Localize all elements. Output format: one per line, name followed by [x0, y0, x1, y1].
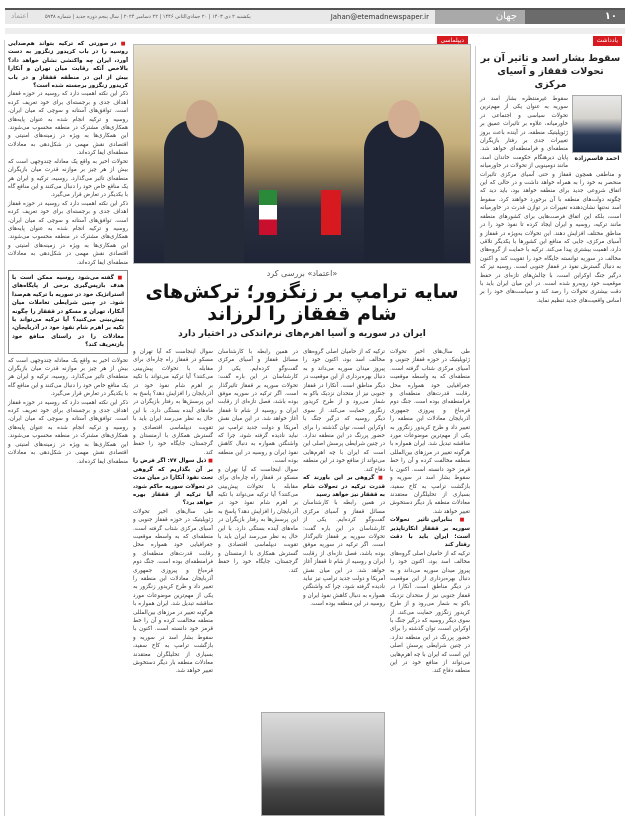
pull-quote: ■ بنابراین تاثیر تحولات سوریه بر قفقاز انکارناپذیر است؛ ایران باید با دقت رفتار کند — [390, 516, 470, 550]
page-header — [5, 8, 625, 24]
turkey-flag — [321, 190, 341, 235]
article-column-3 — [218, 348, 298, 706]
sidebar-column — [475, 46, 625, 816]
author-name: احمد قاسم‌زاده — [574, 155, 620, 162]
sidebar-title: سقوط بشار اسد و تاثیر آن بر تحولات قفقاز و آسیای مرکزی — [480, 53, 621, 90]
pull-quote: ■ گروهی بر این باورند که قدرت ترکیه در تحولات شام به قفقاز نیز خواهد رسید — [303, 474, 385, 499]
author-box — [572, 95, 622, 162]
column-text: سوال اینجاست که آیا تهران و مسکو در قفقاز راه چاره‌ای برای مقابله با تحولات پیش‌بینی می‌کنند؟ آیا ترکیه می‌تواند با تکیه بر اهرم شام نفوذ خود در آذربایجان را افزایش دهد؟ پاسخ به این پرسش‌ها به رفتار بازیگران در ماه‌های آینده بستگی دارد. با این حال به نظر می‌رسد ایران باید با تقویت دیپلماسی اقتصادی و گسترش همکاری با ارمنستان و گرجستان، جایگاه خود را حفظ کند. — [133, 349, 213, 456]
column-text: سوال اینجاست که آیا تهران و مسکو در قفقاز راه چاره‌ای برای مقابله با تحولات پیش‌بینی می‌کنند؟ آیا ترکیه می‌تواند با تکیه بر اهرم شام نفوذ خود در آذربایجان را افزایش دهد؟ پاسخ به این پرسش‌ها به رفتار بازیگران در ماه‌های آینده بستگی دارد. با این حال به نظر می‌رسد ایران باید با تقویت دیپلماسی اقتصادی و گسترش همکاری با ارمنستان و گرجستان، جایگاه خود را حفظ کند. — [218, 466, 298, 574]
headline: سایه ترامپ بر زنگزور؛ ترکش‌های شام قفقاز را لرزاند — [145, 281, 459, 325]
note-tag: یادداشت — [593, 36, 622, 46]
subtitle: ایران در سوریه و آسیا اهرم‌های نرم‌اندکی در اختیار دارد — [178, 329, 426, 339]
interview-question: ■ در صورتی که ترکیه بتواند هم‌صدایی روسیه را در باب کریدور زنگزور به دست آورد، ایران چه واکنشی نشان خواهد داد؟ بالاخص آنکه رقابت میان تهران و آنکارا بیش از این در منطقه قفقاز و در باب کریدور زنگزور برجسته شده است؟ — [8, 40, 128, 90]
iran-flag — [259, 190, 277, 235]
page-number: ۱۰ — [525, 10, 625, 24]
pull-quote: ■ ذیل سوال ۷۷: اگر فرض را بر آن بگذاریم که گروهی تحت نفوذ آنکارا در میان مدت در تحولات سوریه حاکم شود، آیا ترکیه از قفقاز بهره خواهد برد؟ — [133, 457, 213, 507]
sidebar-body: سقوط غیرمنتظره بشار اسد در سوریه به عنوان یکی از مهم‌ترین تحولات سیاسی و اجتماعی در خاورمیانه، علاوه بر تاثیرات عمیق بر ژئوپلیتیک منطقه، در آینده باعث بروز تغییرات جدی بر رفتار بازیگران منطقه‌ای و فرامنطقه‌ای خواهد شد. پایان دیرهنگام حکومت خاندان اسد، مانند دومینویی از تحولات در خاورمیانه و مناطقی همچون قفقاز و حتی آسیای مرکزی تاثیرات منحصر به خود را به همراه خواهد داشت و در حالی که این اتفاق شروعی جدید برای منطقه خواهد بود، باید دید که چگونه دولت‌های منطقه با آن برخورد خواهند کرد. سقوط اسد نه‌تنها نشان‌دهنده تغییرات در توازن قدرت در خاورمیانه است، بلکه این اتفاق فرصت‌هایی برای کشورهای منطقه مانند ترکیه، روسیه و ایران ایجاد کرده تا نفوذ خود را در مناطق مختلف افزایش دهند. این تحولات به‌ویژه در قفقاز و آسیای مرکزی، جایی که منافع این کشورها با یکدیگر تلاقی دارد، اهمیت بیشتری پیدا می‌کند. ترکیه با حمایت از گروه‌های مخالف در سوریه توانسته جایگاه خود را تقویت کند و اکنون به دنبال گسترش نفوذ در قفقاز جنوبی است. روسیه نیز که درگیر جنگ اوکراین است، با چالش‌های تازه‌ای در حفظ موقعیت خود روبه‌رو شده است. در این میان ایران باید با دقت بیشتری تحولات را رصد کند و سیاست‌های خود را بر اساس واقعیت‌های جدید تنظیم نماید. — [480, 96, 621, 304]
interview-column — [4, 40, 128, 816]
diplomacy-tag: دیپلماسی — [437, 36, 468, 46]
person-right-head — [388, 100, 420, 138]
column-text: ترکیه که از حامیان اصلی گروه‌های مخالف اسد بود، اکنون خود را پیروز میدان سوریه می‌داند و به دنبال بهره‌برداری از این موقعیت در دیگر مناطق است. آنکارا در قفقاز جنوبی نیز از متحدان نزدیک باکو به شمار می‌رود و از طرح کریدور زنگزور حمایت می‌کند. از سوی دیگر روسیه که درگیر جنگ با اوکراین است، توان گذشته را برای حضور پررنگ در این منطقه ندارد. در چنین شرایطی پرسش اصلی این است که ایران با چه اهرم‌هایی می‌تواند از منافع خود در این منطقه دفاع کند. — [390, 550, 470, 675]
interview-answer: ذکر این نکته اهمیت دارد که روسیه در حوزه قفقاز اهداف جدی و برجسته‌ای برای خود تعریف کرده است. توافق‌های آستانه و سوچی که میان ایران، روسیه و ترکیه انجام شده به عنوان پایه‌های همکاری‌های مشترک در منطقه محسوب می‌شوند. این همکاری‌ها به ویژه در زمینه‌های امنیتی و اقتصادی نقش مهمی در شکل‌دهی به معادلات منطقه‌ای ایفا کرده‌اند. — [8, 91, 128, 157]
person-right — [364, 120, 444, 264]
column-text: طی سال‌های اخیر تحولات ژئوپلیتیک در حوزه قفقاز جنوبی و آسیای مرکزی شتاب گرفته است. منطقه‌ای که به واسطه موقعیت جغرافیایی خود همواره محل رقابت قدرت‌های منطقه‌ای و فرامنطقه‌ای بوده است. جنگ دوم قره‌باغ و پیروزی جمهوری آذربایجان معادلات این منطقه را تغییر داد و طرح کریدور زنگزور به یکی از مهم‌ترین موضوعات مورد مناقشه تبدیل شد. ایران همواره با هرگونه تغییر در مرزهای بین‌المللی منطقه مخالفت کرده و آن را خط قرمز خود دانسته است. اکنون با سقوط بشار اسد در سوریه و بازگشت ترامپ به کاخ سفید، بسیاری از تحلیلگران معتقدند معادلات منطقه بار دیگر دستخوش تغییر خواهد شد. — [133, 508, 213, 675]
person-left — [164, 120, 244, 264]
interview-question: ■ گفته می‌شود روسیه ممکن است با هدف بازپس‌گیری برخی از پایگاه‌های استراتژیک خود در سوریه با ترکیه هم‌صدا شود. در چنین شرایطی تعاملات میان آنکارا، تهران و مسکو در قفقاز را چگونه پیش‌بینی می‌کنید؟ آیا ترکیه می‌تواند با تکیه بر اهرم شام نفوذ خود در آذربایجان، معادلات را در راستای منافع خود بازتعریف کند؟ — [12, 274, 124, 350]
kicker: «اعتماد» بررسی کرد — [266, 269, 338, 278]
main-photo — [133, 44, 471, 264]
column-text: در همین رابطه با کارشناسان مسائل قفقاز و آسیای مرکزی گفت‌وگو کرده‌ایم. یکی از کارشناسان در این باره گفت: تحولات سوریه بر قفقاز تاثیرگذار است. اگر ترکیه در سوریه موفق بوده باشد، فصل تازه‌ای از رقابت ایران و روسیه از شام تا قفقاز آغاز خواهد شد. در این میان نقش آمریکا و دولت جدید ترامپ نیز نباید نادیده گرفته شود، چرا که واشنگتن همواره به دنبال کاهش نفوذ ایران و روسیه در این منطقه بوده است. — [303, 500, 385, 608]
header-divider — [5, 28, 625, 34]
section-title: جهان — [435, 10, 525, 24]
dateline: یکشنبه ۲ دی ۱۴۰۳ | ۲۰ جمادی‌الثانی ۱۴۴۶ | ۲۲ دسامبر ۲۰۲۴ | سال پنجم دوره جدید | شماره ۵۹۳۸ — [45, 14, 251, 20]
interview-answer: تحولات اخیر به واقع یک معادله چندوجهی است که بیش از هر چیز بر موازنه قدرت میان بازیگران منطقه‌ای تاثیر می‌گذارد. روسیه، ترکیه و ایران هر یک منافع خاص خود را دنبال می‌کنند و این منافع گاه با یکدیگر در تعارض قرار می‌گیرد. — [8, 158, 128, 199]
newspaper-logo: اعتماد — [11, 12, 29, 20]
interview-answer: ذکر این نکته اهمیت دارد که روسیه در حوزه قفقاز اهداف جدی و برجسته‌ای برای خود تعریف کرده است. توافق‌های آستانه و سوچی که میان ایران، روسیه و ترکیه انجام شده به عنوان پایه‌های همکاری‌های مشترک در منطقه محسوب می‌شوند. این همکاری‌ها به ویژه در زمینه‌های امنیتی و اقتصادی نقش مهمی در شکل‌دهی به معادلات منطقه‌ای ایفا کرده‌اند. — [8, 399, 128, 465]
section-email[interactable]: Jahan@etemadnewspaper.ir — [330, 13, 429, 21]
interviewee-photo — [261, 712, 385, 816]
article-column-1 — [390, 348, 470, 816]
interview-answer: تحولات اخیر به واقع یک معادله چندوجهی است که بیش از هر چیز بر موازنه قدرت میان بازیگران منطقه‌ای تاثیر می‌گذارد. روسیه، ترکیه و ایران هر یک منافع خاص خود را دنبال می‌کنند و این منافع گاه با یکدیگر در تعارض قرار می‌گیرد. — [8, 357, 128, 398]
question-box — [8, 270, 128, 354]
person-left-head — [186, 100, 218, 138]
column-text: در همین رابطه با کارشناسان مسائل قفقاز و آسیای مرکزی گفت‌وگو کرده‌ایم. یکی از کارشناسان در این باره گفت: تحولات سوریه بر قفقاز تاثیرگذار است. اگر ترکیه در سوریه موفق بوده باشد، فصل تازه‌ای از رقابت ایران و روسیه از شام تا قفقاز آغاز خواهد شد. در این میان نقش آمریکا و دولت جدید ترامپ نیز نباید نادیده گرفته شود، چرا که واشنگتن همواره به دنبال کاهش نفوذ ایران و روسیه در این منطقه بوده است. — [218, 349, 298, 465]
interview-answer: ذکر این نکته اهمیت دارد که روسیه در حوزه قفقاز اهداف جدی و برجسته‌ای برای خود تعریف کرده است. توافق‌های آستانه و سوچی که میان ایران، روسیه و ترکیه انجام شده به عنوان پایه‌های همکاری‌های مشترک در منطقه محسوب می‌شوند. این همکاری‌ها به ویژه در زمینه‌های امنیتی و اقتصادی نقش مهمی در شکل‌دهی به معادلات منطقه‌ای ایفا کرده‌اند. — [8, 200, 128, 266]
article-column-4 — [133, 348, 213, 816]
author-photo — [572, 95, 622, 153]
column-text: ترکیه که از حامیان اصلی گروه‌های مخالف اسد بود، اکنون خود را پیروز میدان سوریه می‌داند و به دنبال بهره‌برداری از این موقعیت در دیگر مناطق است. آنکارا در قفقاز جنوبی نیز از متحدان نزدیک باکو به شمار می‌رود و از طرح کریدور زنگزور حمایت می‌کند. از سوی دیگر روسیه که درگیر جنگ با اوکراین است، توان گذشته را برای حضور پررنگ در این منطقه ندارد. در چنین شرایطی پرسش اصلی این است که ایران با چه اهرم‌هایی می‌تواند از منافع خود در این منطقه دفاع کند. — [303, 349, 385, 473]
column-text: طی سال‌های اخیر تحولات ژئوپلیتیک در حوزه قفقاز جنوبی و آسیای مرکزی شتاب گرفته است. منطقه‌ای که به واسطه موقعیت جغرافیایی خود همواره محل رقابت قدرت‌های منطقه‌ای و فرامنطقه‌ای بوده است. جنگ دوم قره‌باغ و پیروزی جمهوری آذربایجان معادلات این منطقه را تغییر داد و طرح کریدور زنگزور به یکی از مهم‌ترین موضوعات مورد مناقشه تبدیل شد. ایران همواره با هرگونه تغییر در مرزهای بین‌المللی منطقه مخالفت کرده و آن را خط قرمز خود دانسته است. اکنون با سقوط بشار اسد در سوریه و بازگشت ترامپ به کاخ سفید، بسیاری از تحلیلگران معتقدند معادلات منطقه بار دیگر دستخوش تغییر خواهد شد. — [390, 349, 470, 515]
article-column-2 — [303, 348, 385, 708]
